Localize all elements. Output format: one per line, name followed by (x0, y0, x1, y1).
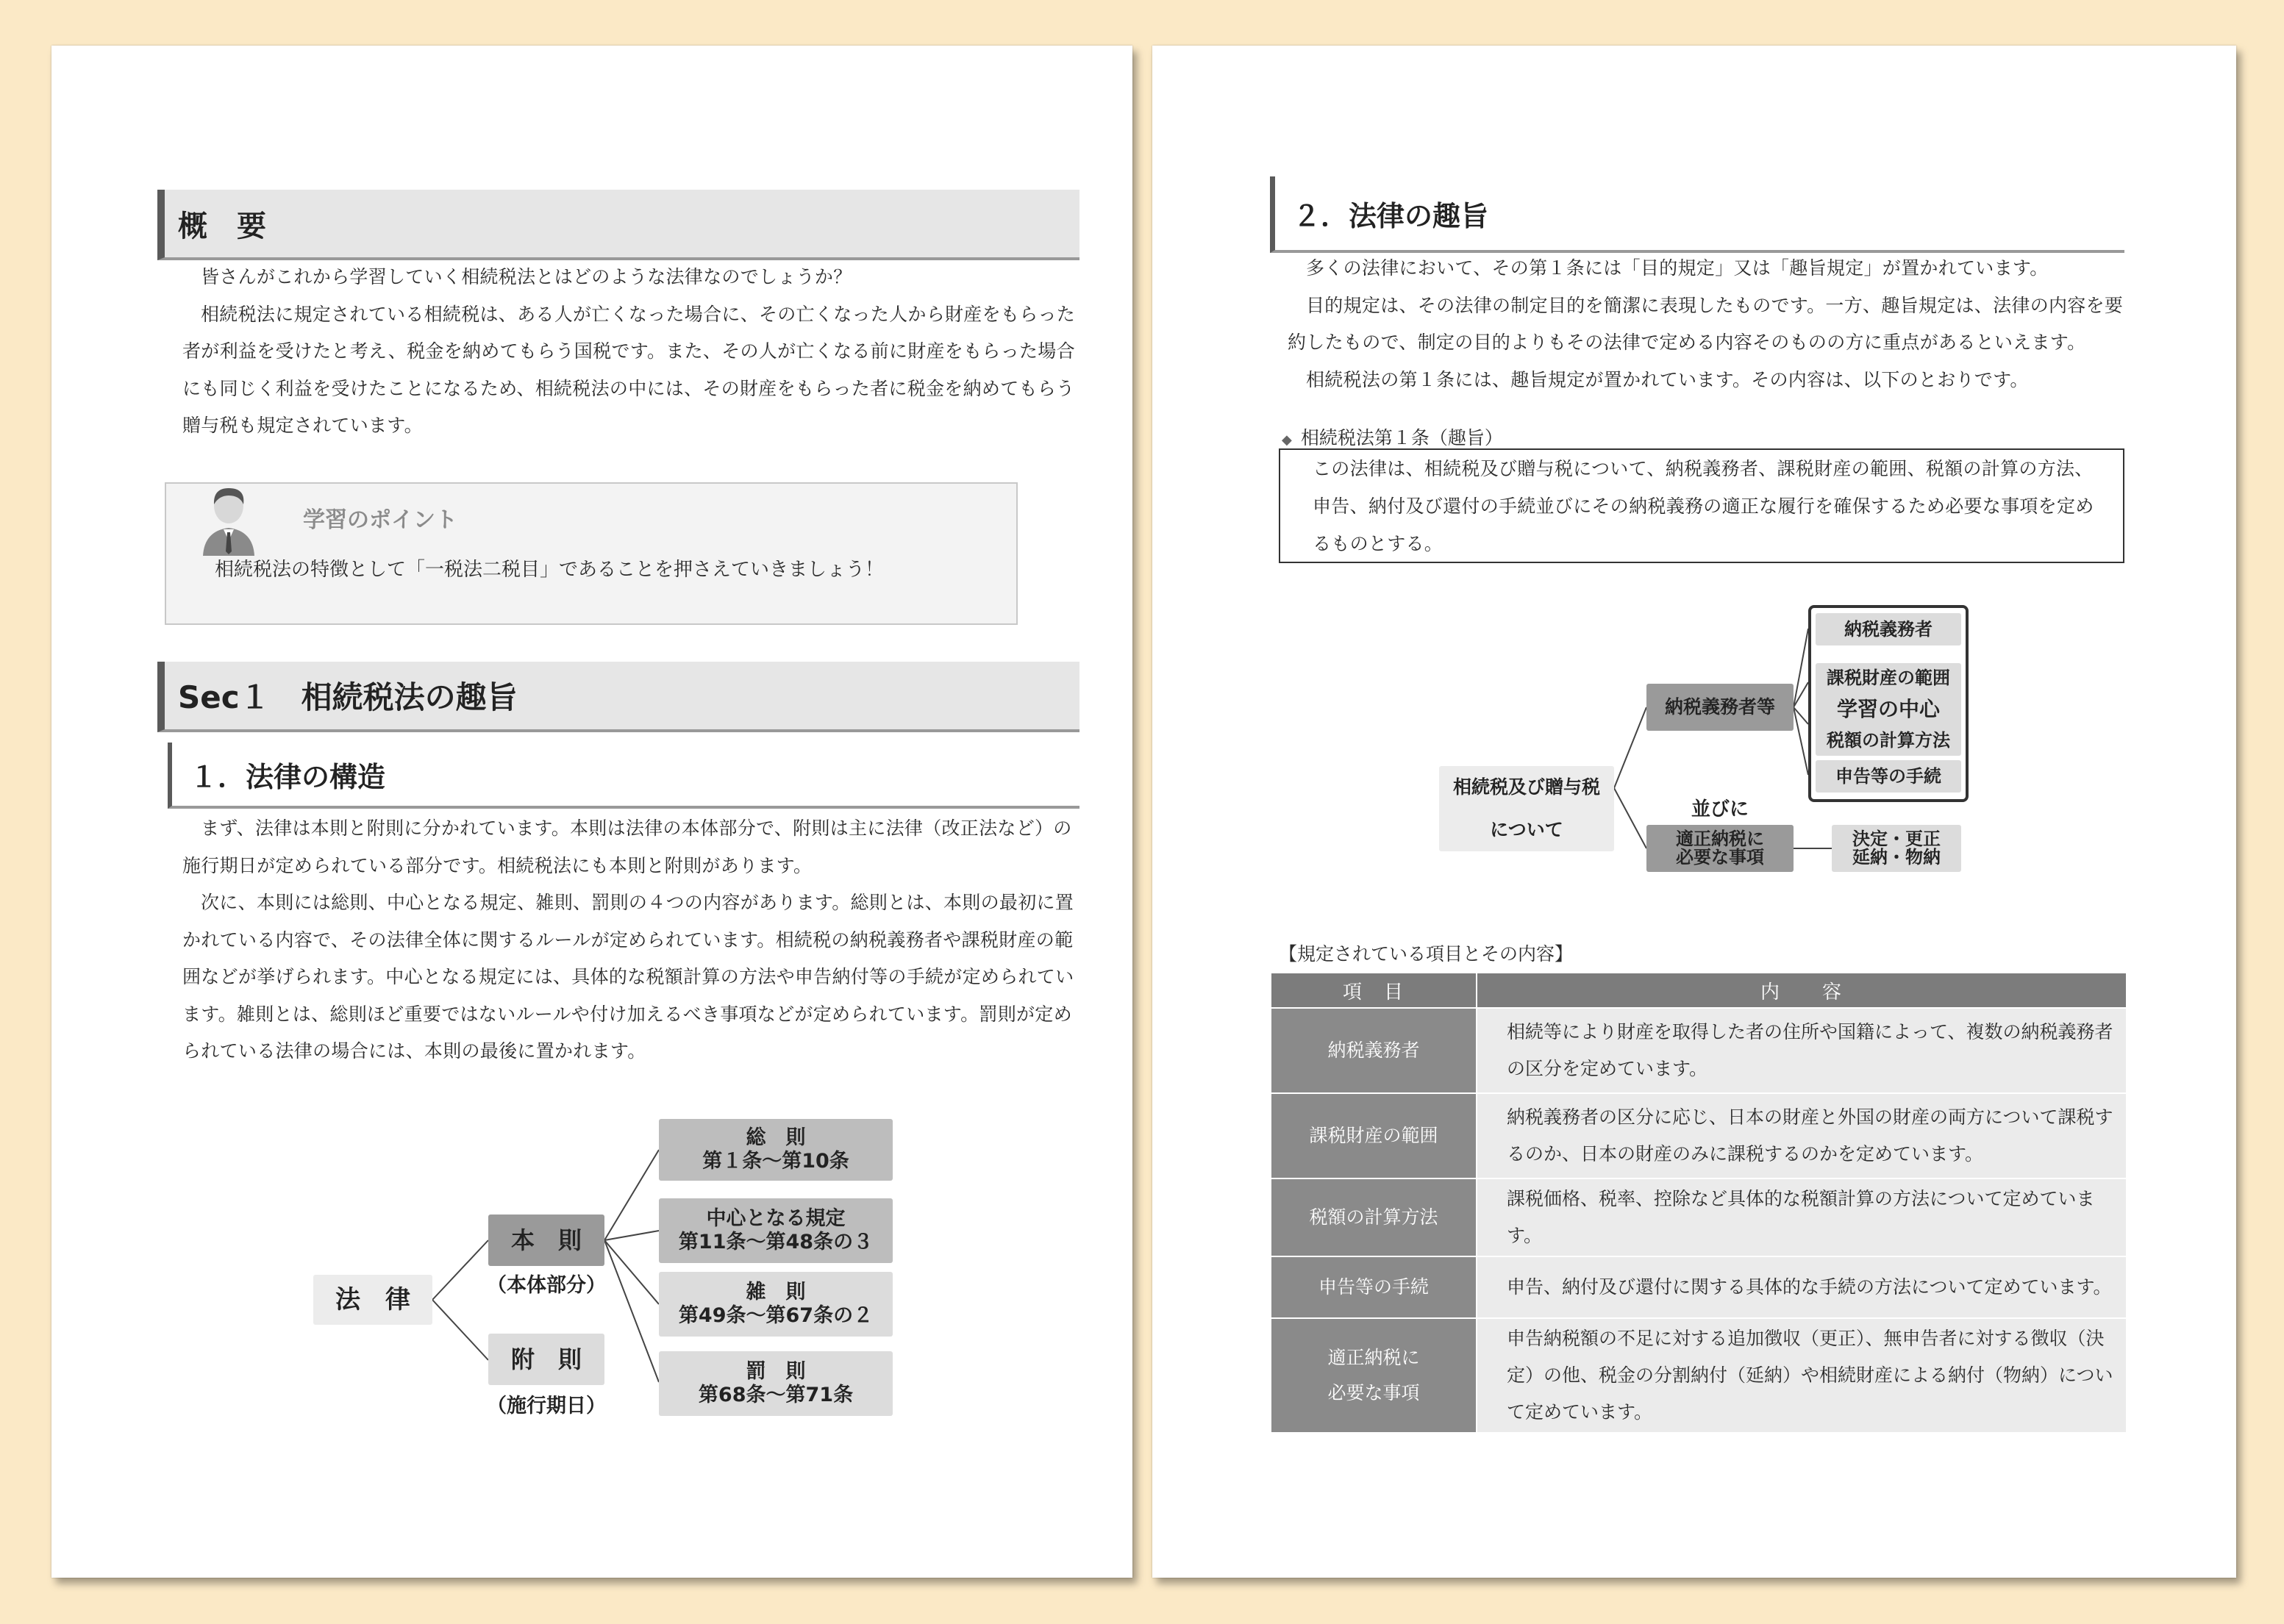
overview-paragraph: 相続税法に規定されている相続税は、ある人が亡くなった場合に、その亡くなった人から財産をもらった者が利益を受けたと考え、税金を納めてもらう国税です。また、その人が亡くなる前に財産をもらった場合にも同じく利益を受けたことになるため、相続税法の中には、その財産をもらった者に税金を納めてもらう贈与税も規定されています。 (182, 303, 1076, 436)
law-structure-diagram (51, 46, 1132, 1578)
table-header-item: 項 目 (1271, 973, 1477, 1008)
node-range: 第49条～第67条の２ (678, 1304, 874, 1327)
table-row (1271, 1008, 2127, 1093)
subsection-title: １．法律の構造 (190, 760, 386, 793)
purpose-paragraph: 目的規定は、その法律の制定目的を簡潔に表現したものです。一方、趣旨規定は、法律の内容を要約したもので、制定の目的よりもその法律で定める内容そのものの方に重点があるといえます。 (1288, 294, 2124, 353)
node-range: 第１条～第10条 (702, 1150, 849, 1173)
table-row (1271, 1256, 2127, 1318)
taxpayer-node (1816, 613, 1961, 645)
main-provisions-node (488, 1215, 604, 1266)
table-cell-content: 申告、納付及び還付に関する具体的な手続の方法について定めています。 (1477, 1256, 2127, 1318)
core-provisions-node (659, 1198, 893, 1263)
article-text: この法律は、相続税及び贈与税について、納税義務者、課税財産の範囲、税額の計算の方法、申告、納付及び還付の手続並びにその納税義務の適正な履行を確保するため必要な事項を定めるものとする。 (1313, 458, 2094, 554)
proper-tax-node (1646, 825, 1794, 872)
right-page (1152, 46, 2236, 1578)
tax-calc-label: 税額の計算方法 (1827, 730, 1950, 751)
taxpayer-etc-label: 納税義務者等 (1664, 696, 1775, 718)
table-row (1271, 1093, 2127, 1178)
table-cell-item (1271, 1318, 1477, 1433)
table-row (1271, 1318, 2127, 1433)
filing-procedure-node (1816, 760, 1961, 793)
learning-point-text: 相続税法の特徴として「一税法二税目」であることを押さえていきましょう！ (215, 559, 885, 581)
structure-paragraph: まず、法律は本則と附則に分かれています。本則は法律の本体部分で、附則は主に法律（改正法など）の施行期日が定められている部分です。相続税法にも本則と附則があります。 (182, 818, 1072, 876)
taxpayer-label: 納税義務者 (1844, 618, 1933, 640)
article-label: 相続税法第１条（趣旨） (1300, 427, 1503, 448)
table-caption: 【規定されている項目とその内容】 (1279, 943, 1574, 965)
node-range: 第11条～第48条の３ (678, 1231, 874, 1253)
overview-title: 概 要 (178, 209, 266, 243)
taxes-node-line: 相続税及び贈与税 (1452, 776, 1600, 798)
property-scope-label: 課税財産の範囲 (1827, 668, 1950, 688)
table-cell-content: 相続等により財産を取得した者の住所や国籍によって、複数の納税義務者の区分を定めています。 (1477, 1008, 2127, 1093)
main-provisions-note: （本体部分） (487, 1274, 606, 1297)
table-cell-content: 課税価格、税率、控除など具体的な税額計算の方法について定めています。 (1477, 1178, 2127, 1256)
taxpayer-etc-node (1646, 684, 1794, 731)
left-page (51, 46, 1132, 1578)
main-provisions-label: 本 則 (510, 1226, 582, 1254)
law-node-label: 法 律 (335, 1284, 410, 1314)
learning-point-title: 学習のポイント (303, 507, 457, 533)
table-cell-content: 申告納税額の不足に対する追加徴収（更正）、無申告者に対する徴収（決定）の他、税金の分割納付（延納）や相続財産による納付（物納）について定めています。 (1477, 1318, 2127, 1433)
overview-paragraph: 皆さんがこれから学習していく相続税法とはどのような法律なのでしょうか？ (201, 266, 852, 287)
learning-center-label: 学習の中心 (1836, 697, 1940, 722)
decision-node (1832, 825, 1961, 872)
proper-tax-line: 必要な事項 (1676, 847, 1764, 868)
property-scope-and-calc-node (1816, 663, 1961, 756)
table-cell-item: 課税財産の範囲 (1271, 1093, 1477, 1178)
subsection-title: ２．法律の趣旨 (1293, 199, 1489, 232)
taxes-node-line: について (1490, 819, 1563, 840)
node-name: 罰 則 (746, 1359, 806, 1383)
table-cell-item-line: 必要な事項 (1327, 1382, 1420, 1403)
section-title: Sec１ 相続税法の趣旨 (178, 679, 518, 715)
table-cell-item: 税額の計算方法 (1271, 1178, 1477, 1256)
table-header-row (1271, 973, 2127, 1008)
misc-provisions-node (659, 1272, 893, 1337)
provisions-table (1270, 972, 2127, 1434)
table-cell-item-line: 適正納税に (1327, 1347, 1420, 1368)
node-name: 雑 則 (746, 1280, 806, 1303)
supplementary-note: （施行期日） (487, 1395, 606, 1417)
table-cell-content: 納税義務者の区分に応じ、日本の財産と外国の財産の両方について課税するのか、日本の財産のみに課税するのかを定めています。 (1477, 1093, 2127, 1178)
table-cell-item: 納税義務者 (1271, 1008, 1477, 1093)
general-provisions-node (659, 1119, 893, 1181)
decision-line: 延納・物納 (1852, 847, 1941, 868)
table-cell-item: 申告等の手続 (1271, 1256, 1477, 1318)
structure-paragraph: 次に、本則には総則、中心となる規定、雑則、罰則の４つの内容があります。総則とは、本則の最初に置かれている内容で、その法律全体に関するルールが定められています。相続税の納税義務者や課税財産の範囲などが挙げられます。中心となる規定には、具体的な税額計算の方法や申告納付等の手続が定められています。雑則とは、総則ほど重要ではないルールや付け加えるべき事項などが定められています。罰則が定められている法律の場合には、本則の最後に置かれます。 (182, 892, 1074, 1062)
node-range: 第68条～第71条 (698, 1384, 854, 1406)
purpose-paragraph: 相続税法の第１条には、趣旨規定が置かれています。その内容は、以下のとおりです。 (1306, 368, 2029, 390)
taxes-node (1439, 766, 1614, 851)
purpose-paragraph: 多くの法律において、その第１条には「目的規定」又は「趣旨規定」が置かれています。 (1306, 257, 2049, 279)
supplementary-label: 附 則 (510, 1345, 582, 1373)
table-header-content: 内 容 (1477, 973, 2127, 1008)
node-name: 総 則 (746, 1126, 806, 1149)
supplementary-node (488, 1334, 604, 1385)
diamond-bullet-icon: ◆ (1282, 432, 1292, 448)
table-row (1271, 1178, 2127, 1256)
and-label: 並びに (1691, 798, 1749, 820)
law-node (313, 1275, 432, 1325)
node-name: 中心となる規定 (706, 1206, 846, 1230)
filing-procedure-label: 申告等の手続 (1835, 765, 1941, 787)
proper-tax-line: 適正納税に (1676, 828, 1764, 849)
decision-line: 決定・更正 (1852, 828, 1941, 849)
penalty-provisions-node (659, 1351, 893, 1416)
